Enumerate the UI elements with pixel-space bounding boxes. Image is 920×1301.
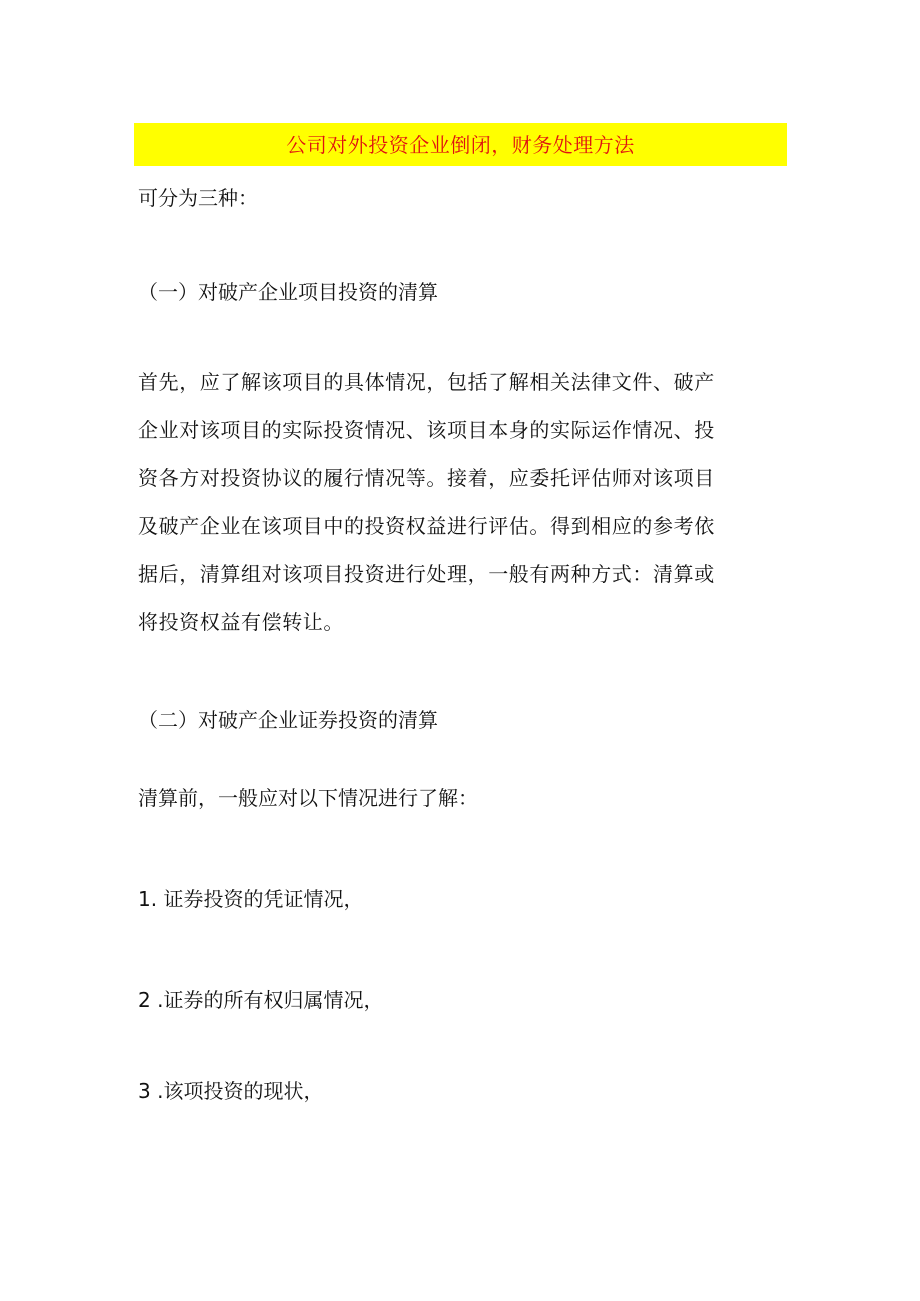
- list-item-2: 2 .证券的所有权归属情况，: [138, 988, 384, 1012]
- list-item-3: 3 .该项投资的现状，: [138, 1079, 324, 1103]
- list-item-1: 1. 证券投资的凭证情况，: [138, 887, 364, 911]
- paragraph-line: 首先，应了解该项目的具体情况，包括了解相关法律文件、破产: [138, 370, 715, 394]
- paragraph-line: 据后，清算组对该项目投资进行处理，一般有两种方式：清算或: [138, 562, 715, 586]
- section-2-heading: （二）对破产企业证券投资的清算: [138, 708, 438, 732]
- document-title: 公司对外投资企业倒闭，财务处理方法: [286, 132, 635, 157]
- paragraph-line: 及破产企业在该项目中的投资权益进行评估。得到相应的参考依: [138, 514, 715, 538]
- paragraph-line: 资各方对投资协议的履行情况等。接着，应委托评估师对该项目: [138, 466, 715, 490]
- section-1-paragraph: [138, 358, 788, 646]
- paragraph-line: 将投资权益有偿转让。: [138, 610, 344, 634]
- title-banner: [134, 123, 787, 166]
- intro-text: 可分为三种：: [138, 186, 258, 210]
- section-2-lead: 清算前，一般应对以下情况进行了解：: [138, 786, 478, 810]
- section-1-heading: （一）对破产企业项目投资的清算: [138, 280, 438, 304]
- paragraph-line: 企业对该项目的实际投资情况、该项目本身的实际运作情况、投: [138, 418, 715, 442]
